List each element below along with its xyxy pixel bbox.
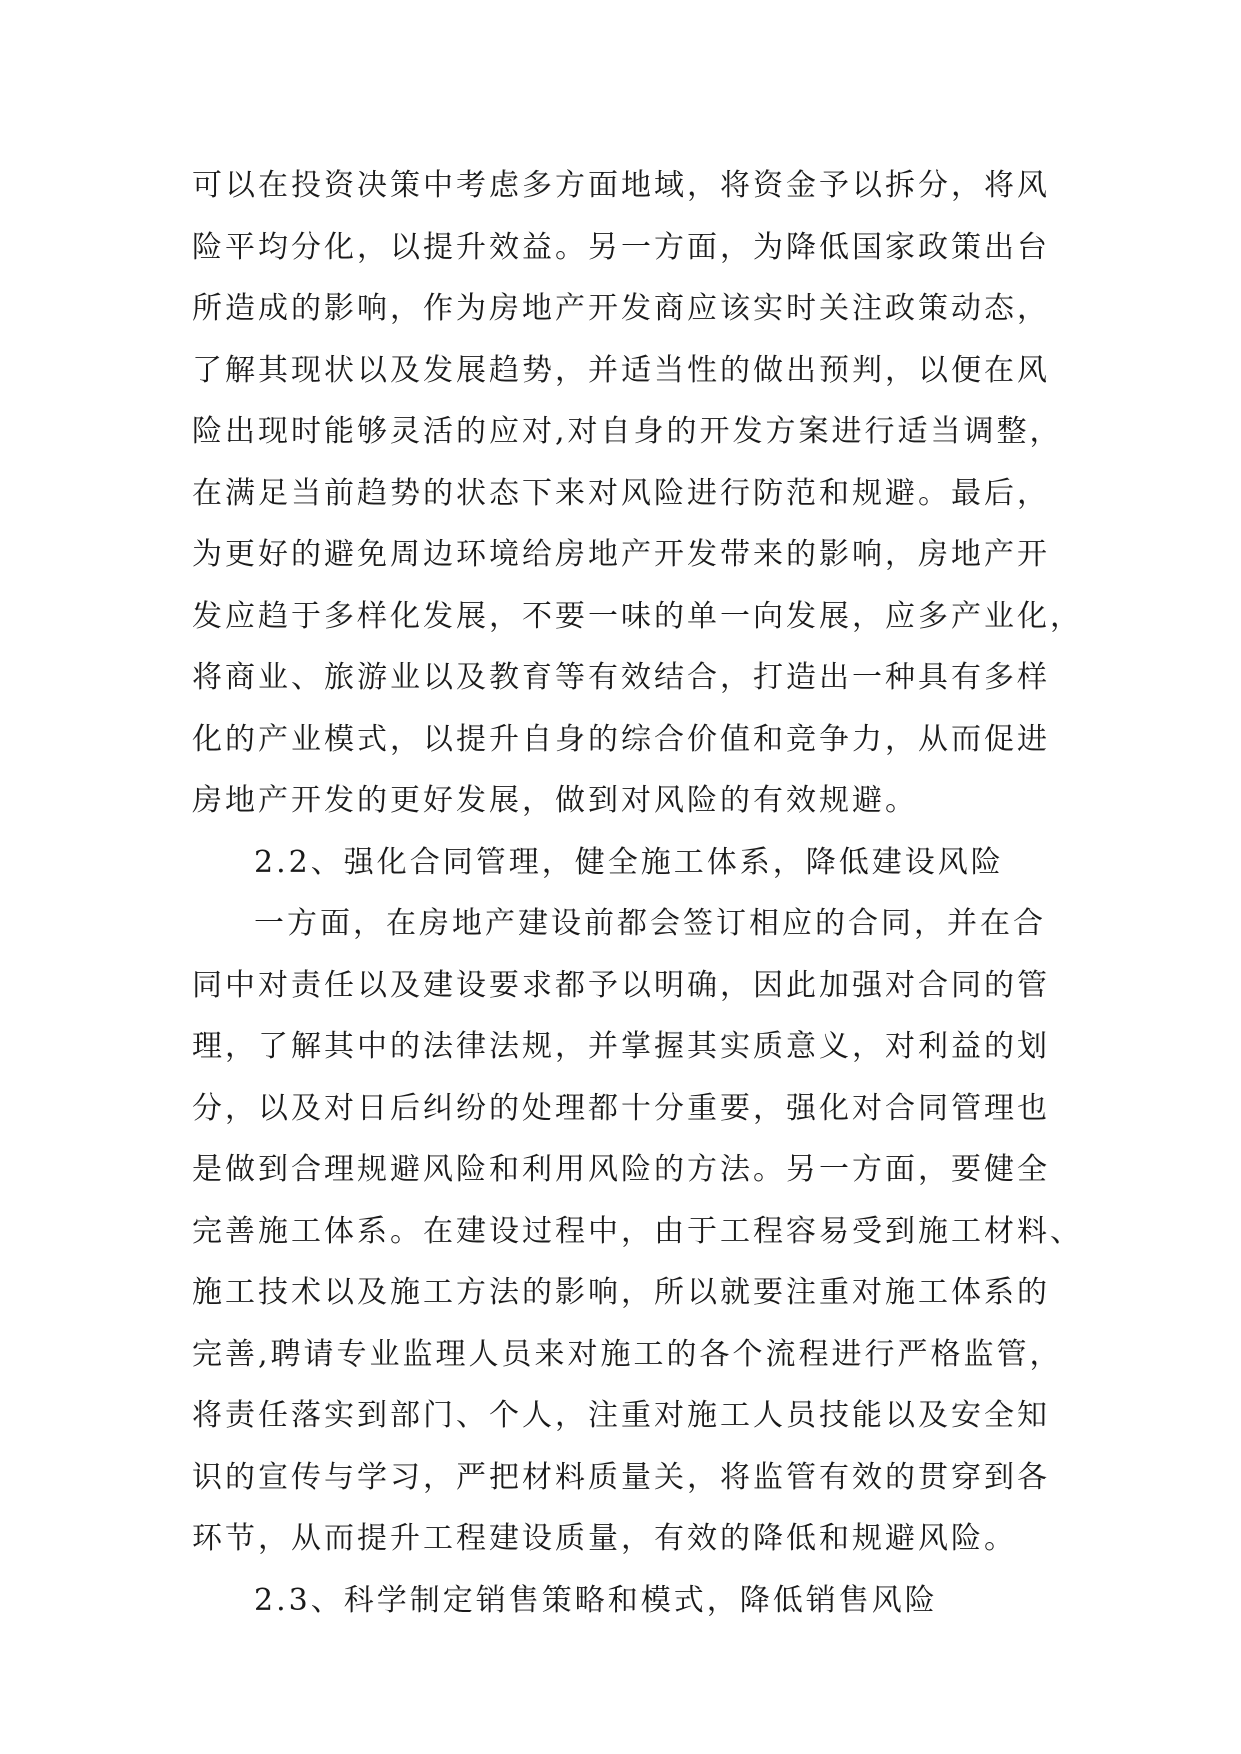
text-line: 所造成的影响，作为房地产开发商应该实时关注政策动态， [192, 291, 1050, 326]
text-line: 化的产业模式，以提升自身的综合价值和竞争力，从而促进 [192, 721, 1050, 757]
text-line: 可以在投资决策中考虑多方面地域，将资金予以拆分，将风 [192, 168, 1050, 203]
text-line: 在满足当前趋势的状态下来对风险进行防范和规避。最后， [192, 475, 1050, 511]
paragraph-risk-diversification [192, 155, 1083, 832]
text-line: 为更好的避免周边环境给房地产开发带来的影响，房地产开 [192, 537, 1050, 572]
text-line: 识的宣传与学习，严把材料质量关，将监管有效的贯穿到各 [192, 1459, 1050, 1495]
text-line: 环节，从而提升工程建设质量，有效的降低和规避风险。 [192, 1521, 1017, 1556]
text-line: 房地产开发的更好发展，做到对风险的有效规避。 [192, 783, 918, 818]
text-line: 同中对责任以及建设要求都予以明确，因此加强对合同的管 [192, 967, 1050, 1003]
text-line: 完善施工体系。在建设过程中，由于工程容易受到施工材料、 [192, 1213, 1083, 1249]
text-line: 将责任落实到部门、个人，注重对施工人员技能以及安全知 [192, 1398, 1050, 1433]
text-line: 施工技术以及施工方法的影响，所以就要注重对施工体系的 [192, 1275, 1050, 1310]
document-body [192, 155, 1083, 1631]
paragraph-contract-management [192, 893, 1083, 1570]
text-line: 险出现时能够灵活的应对,对自身的开发方案进行适当调整， [192, 414, 1063, 449]
text-line: 发应趋于多样化发展，不要一味的单一向发展，应多产业化， [192, 598, 1083, 634]
text-line: 险平均分化，以提升效益。另一方面，为降低国家政策出台 [192, 229, 1050, 265]
text-line: 完善,聘请专业监理人员来对施工的各个流程进行严格监管， [192, 1336, 1063, 1372]
text-line: 了解其现状以及发展趋势，并适当性的做出预判，以便在风 [192, 352, 1050, 388]
text-line: 是做到合理规避风险和利用风险的方法。另一方面，要健全 [192, 1152, 1050, 1187]
text-line: 分，以及对日后纠纷的处理都十分重要，强化对合同管理也 [192, 1090, 1050, 1126]
section-heading-2-2: 2.2、强化合同管理，健全施工体系，降低建设风险 [254, 844, 1004, 880]
section-heading-2-3: 2.3、科学制定销售策略和模式，降低销售风险 [254, 1582, 938, 1618]
text-line: 理，了解其中的法律法规，并掌握其实质意义，对利益的划 [192, 1029, 1050, 1064]
text-line: 一方面，在房地产建设前都会签订相应的合同，并在合 [254, 906, 1046, 941]
text-line: 将商业、旅游业以及教育等有效结合，打造出一种具有多样 [192, 660, 1050, 695]
